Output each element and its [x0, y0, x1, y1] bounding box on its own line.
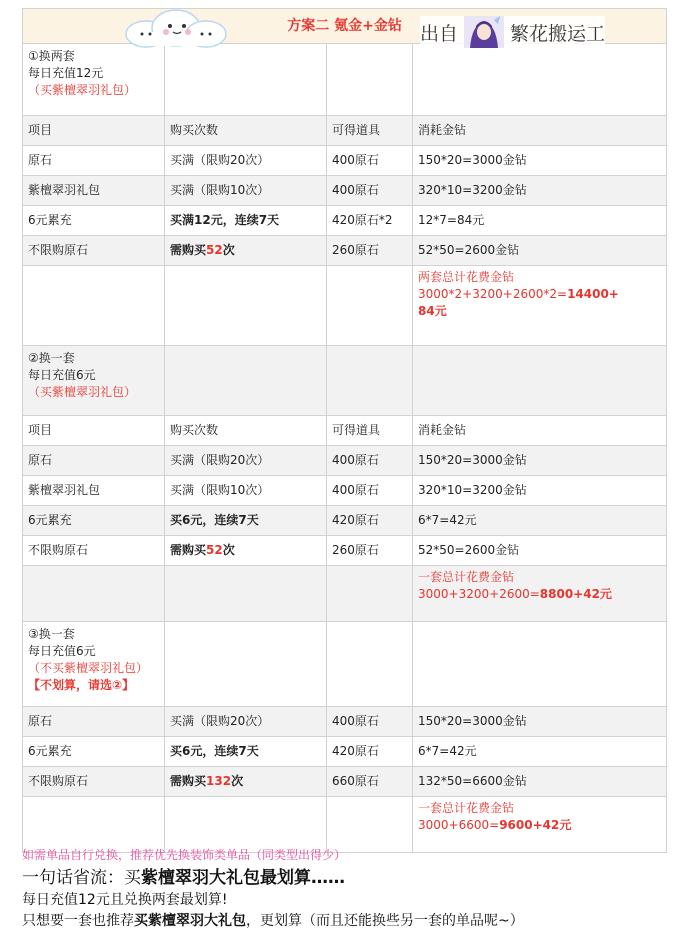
count-cell: 买6元，连续7天 [165, 506, 327, 536]
gain-cell: 400原石 [327, 446, 413, 476]
cost-cell: 52*50=2600金钻 [413, 236, 667, 266]
table-row [23, 536, 667, 566]
column-header-row [23, 416, 667, 446]
table-row [23, 506, 667, 536]
total-cell [413, 266, 667, 346]
column-header: 购买次数 [165, 416, 327, 446]
gain-cell: 660原石 [327, 767, 413, 797]
table-row [23, 146, 667, 176]
total-cell [413, 797, 667, 853]
gain-cell: 400原石 [327, 146, 413, 176]
section-1-name: ①换两套 [28, 49, 75, 63]
section-3-warning: 【不划算，请选②】 [28, 678, 135, 692]
gain-cell: 400原石 [327, 707, 413, 737]
section-3-name: ③换一套 [28, 627, 75, 641]
count-cell: 买满12元，连续7天 [165, 206, 327, 236]
gain-cell: 260原石 [327, 536, 413, 566]
cost-cell: 150*20=3000金钻 [413, 146, 667, 176]
item-cell: 6元累充 [23, 737, 165, 767]
cost-cell: 150*20=3000金钻 [413, 446, 667, 476]
notes-section [22, 846, 682, 932]
cost-cell: 150*20=3000金钻 [413, 707, 667, 737]
item-cell: 原石 [23, 146, 165, 176]
total-row [23, 797, 667, 853]
cost-cell: 52*50=2600金钻 [413, 536, 667, 566]
conclusion-line-2: 只想要一套也推荐买紫檀翠羽大礼包，更划算（而且还能换些另一套的单品呢~） [22, 913, 524, 929]
gain-cell: 400原石 [327, 476, 413, 506]
count-cell: 需购买132次 [165, 767, 327, 797]
table-row [23, 737, 667, 767]
count-cell: 买6元，连续7天 [165, 737, 327, 767]
cost-cell: 6*7=42元 [413, 506, 667, 536]
item-cell: 原石 [23, 446, 165, 476]
total-row [23, 566, 667, 622]
cost-cell: 132*50=6600金钻 [413, 767, 667, 797]
count-number: 52 [206, 543, 223, 557]
item-cell: 不限购原石 [23, 767, 165, 797]
item-cell: 紫檀翠羽礼包 [23, 476, 165, 506]
item-cell: 不限购原石 [23, 536, 165, 566]
count-number: 132 [206, 774, 232, 788]
total-cell [413, 566, 667, 622]
table-row [23, 446, 667, 476]
total-expression: 3000*2+3200+2600*2=14400+ [418, 287, 619, 301]
section-2-note: （买紫檀翠羽礼包） [28, 385, 137, 399]
total-expression: 3000+3200+2600=8800+42元 [418, 587, 612, 601]
gain-cell: 420原石 [327, 506, 413, 536]
total-title: 一套总计花费金钻 [418, 570, 515, 584]
total-result: 8800+42元 [539, 587, 612, 601]
plan-table [22, 8, 667, 853]
item-cell: 6元累充 [23, 206, 165, 236]
cloud-sticker-icon [120, 4, 232, 52]
column-header: 购买次数 [165, 116, 327, 146]
count-number: 52 [206, 243, 223, 257]
count-cell: 买满（限购20次） [165, 446, 327, 476]
section-3-head [23, 622, 165, 707]
section-1-recharge: 每日充值12元 [28, 66, 104, 80]
total-result: 84元 [418, 304, 447, 318]
section-2-head [23, 346, 165, 416]
tip-text: 如需单品自行兑换，推荐优先换装饰类单品（同类型出得少） [22, 848, 347, 862]
table-row [23, 476, 667, 506]
count-cell: 买满（限购10次） [165, 476, 327, 506]
table-row [23, 707, 667, 737]
summary-line: 一句话省流：买紫檀翠羽大礼包最划算…… [22, 868, 345, 888]
avatar-icon [464, 16, 504, 48]
count-cell: 需购买52次 [165, 236, 327, 266]
column-header: 项目 [23, 416, 165, 446]
count-cell: 买满（限购10次） [165, 176, 327, 206]
watermark [420, 16, 605, 48]
table-row [23, 236, 667, 266]
item-cell: 原石 [23, 707, 165, 737]
section-2-recharge: 每日充值6元 [28, 368, 96, 382]
gain-cell: 420原石*2 [327, 206, 413, 236]
column-header-row [23, 116, 667, 146]
conclusion-line-1: 每日充值12元且兑换两套最划算! [22, 892, 228, 908]
item-cell: 紫檀翠羽礼包 [23, 176, 165, 206]
item-cell: 不限购原石 [23, 236, 165, 266]
table-row [23, 767, 667, 797]
count-cell: 买满（限购20次） [165, 707, 327, 737]
gain-cell: 260原石 [327, 236, 413, 266]
column-header: 可得道具 [327, 416, 413, 446]
table-row [23, 176, 667, 206]
gain-cell: 400原石 [327, 176, 413, 206]
item-cell: 6元累充 [23, 506, 165, 536]
section-2-name: ②换一套 [28, 351, 75, 365]
column-header: 消耗金钻 [413, 116, 667, 146]
watermark-name: 繁花搬运工 [510, 22, 606, 45]
cost-cell: 320*10=3200金钻 [413, 176, 667, 206]
cost-cell: 320*10=3200金钻 [413, 476, 667, 506]
count-cell: 需购买52次 [165, 536, 327, 566]
cost-cell: 6*7=42元 [413, 737, 667, 767]
total-row [23, 266, 667, 346]
section-head [23, 44, 667, 116]
section-3-recharge: 每日充值6元 [28, 644, 96, 658]
total-result: 9600+42元 [499, 818, 572, 832]
section-head [23, 346, 667, 416]
count-cell: 买满（限购20次） [165, 146, 327, 176]
column-header: 项目 [23, 116, 165, 146]
total-expression: 3000+6600=9600+42元 [418, 818, 572, 832]
gain-cell: 420原石 [327, 737, 413, 767]
column-header: 可得道具 [327, 116, 413, 146]
section-3-note: （不买紫檀翠羽礼包） [28, 661, 149, 675]
page-title: 方案二 氪金+金钻 [23, 9, 667, 44]
cost-cell: 12*7=84元 [413, 206, 667, 236]
table-row [23, 206, 667, 236]
section-1-note: （买紫檀翠羽礼包） [28, 83, 137, 97]
watermark-prefix: 出自 [420, 22, 459, 45]
column-header: 消耗金钻 [413, 416, 667, 446]
total-title: 一套总计花费金钻 [418, 801, 515, 815]
section-head [23, 622, 667, 707]
total-title: 两套总计花费金钻 [418, 270, 515, 284]
section-1-head [23, 44, 165, 116]
